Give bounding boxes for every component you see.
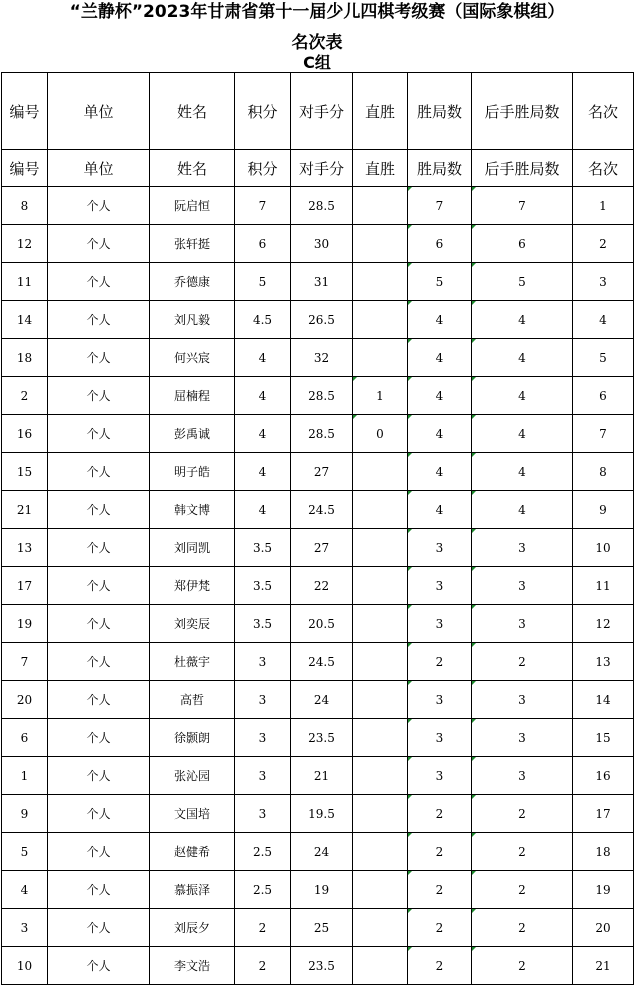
comment-marker-icon xyxy=(472,605,476,609)
table-row xyxy=(2,491,634,529)
cell-black-wins: 4 xyxy=(472,339,573,377)
cell-direct-win xyxy=(353,339,408,377)
header-black-wins: 后手胜局数 xyxy=(472,150,573,187)
cell-points: 4 xyxy=(235,453,291,491)
table-row xyxy=(2,415,634,453)
cell-direct-win xyxy=(353,947,408,985)
cell-unit: 个人 xyxy=(48,453,150,491)
cell-rank: 5 xyxy=(573,339,634,377)
cell-name: 刘辰夕 xyxy=(150,909,235,947)
cell-opponent-score: 26.5 xyxy=(291,301,353,339)
cell-direct-win xyxy=(353,187,408,225)
cell-points: 2 xyxy=(235,909,291,947)
cell-unit: 个人 xyxy=(48,187,150,225)
cell-wins: 4 xyxy=(408,339,472,377)
cell-points: 6 xyxy=(235,225,291,263)
cell-black-wins: 4 xyxy=(472,415,573,453)
cell-wins: 4 xyxy=(408,377,472,415)
cell-name: 韩文博 xyxy=(150,491,235,529)
cell-black-wins: 2 xyxy=(472,795,573,833)
cell-wins: 7 xyxy=(408,187,472,225)
cell-name: 高哲 xyxy=(150,681,235,719)
cell-points: 3 xyxy=(235,643,291,681)
comment-marker-icon xyxy=(408,871,412,875)
comment-marker-icon xyxy=(408,757,412,761)
cell-points: 2 xyxy=(235,947,291,985)
cell-rank: 3 xyxy=(573,263,634,301)
comment-marker-icon xyxy=(408,187,412,191)
cell-points: 2.5 xyxy=(235,871,291,909)
cell-wins: 4 xyxy=(408,491,472,529)
comment-marker-icon xyxy=(472,377,476,381)
comment-marker-icon xyxy=(472,567,476,571)
cell-opponent-score: 28.5 xyxy=(291,187,353,225)
cell-direct-win xyxy=(353,225,408,263)
cell-unit: 个人 xyxy=(48,225,150,263)
cell-id: 10 xyxy=(2,947,48,985)
cell-opponent-score: 27 xyxy=(291,529,353,567)
cell-opponent-score: 19.5 xyxy=(291,795,353,833)
cell-direct-win xyxy=(353,453,408,491)
cell-opponent-score: 25 xyxy=(291,909,353,947)
header-unit: 单位 xyxy=(48,150,150,187)
cell-unit: 个人 xyxy=(48,681,150,719)
cell-id: 4 xyxy=(2,871,48,909)
cell-direct-win xyxy=(353,757,408,795)
cell-wins: 3 xyxy=(408,719,472,757)
comment-marker-icon xyxy=(472,263,476,267)
cell-opponent-score: 24.5 xyxy=(291,491,353,529)
cell-wins: 2 xyxy=(408,795,472,833)
cell-black-wins: 2 xyxy=(472,947,573,985)
cell-rank: 19 xyxy=(573,871,634,909)
cell-name: 刘同凯 xyxy=(150,529,235,567)
cell-name: 明子皓 xyxy=(150,453,235,491)
cell-name: 刘凡毅 xyxy=(150,301,235,339)
cell-unit: 个人 xyxy=(48,605,150,643)
cell-opponent-score: 30 xyxy=(291,225,353,263)
cell-rank: 13 xyxy=(573,643,634,681)
comment-marker-icon xyxy=(472,339,476,343)
cell-points: 3 xyxy=(235,757,291,795)
cell-id: 2 xyxy=(2,377,48,415)
cell-opponent-score: 24 xyxy=(291,681,353,719)
comment-marker-icon xyxy=(353,415,357,419)
comment-marker-icon xyxy=(472,757,476,761)
cell-rank: 15 xyxy=(573,719,634,757)
cell-points: 4 xyxy=(235,377,291,415)
table-row xyxy=(2,263,634,301)
cell-id: 15 xyxy=(2,453,48,491)
cell-wins: 3 xyxy=(408,757,472,795)
cell-direct-win xyxy=(353,909,408,947)
comment-marker-icon xyxy=(353,377,357,381)
cell-opponent-score: 27 xyxy=(291,453,353,491)
comment-marker-icon xyxy=(472,187,476,191)
header-direct-win: 直胜 xyxy=(353,73,408,150)
cell-direct-win xyxy=(353,719,408,757)
cell-rank: 17 xyxy=(573,795,634,833)
comment-marker-icon xyxy=(472,301,476,305)
comment-marker-icon xyxy=(408,833,412,837)
cell-name: 屈楠程 xyxy=(150,377,235,415)
cell-name: 文国培 xyxy=(150,795,235,833)
table-row xyxy=(2,339,634,377)
header-wins: 胜局数 xyxy=(408,150,472,187)
comment-marker-icon xyxy=(472,871,476,875)
comment-marker-icon xyxy=(472,909,476,913)
header-row xyxy=(2,73,634,150)
cell-black-wins: 5 xyxy=(472,263,573,301)
header-id: 编号 xyxy=(2,73,48,150)
comment-marker-icon xyxy=(408,947,412,951)
comment-marker-icon xyxy=(408,681,412,685)
comment-marker-icon xyxy=(472,833,476,837)
comment-marker-icon xyxy=(408,529,412,533)
cell-direct-win: 1 xyxy=(353,377,408,415)
cell-wins: 2 xyxy=(408,871,472,909)
cell-name: 乔德康 xyxy=(150,263,235,301)
group-label: C组 xyxy=(303,53,331,72)
cell-wins: 3 xyxy=(408,681,472,719)
cell-black-wins: 4 xyxy=(472,301,573,339)
cell-black-wins: 7 xyxy=(472,187,573,225)
cell-rank: 6 xyxy=(573,377,634,415)
header-black-wins: 后手胜局数 xyxy=(472,73,573,150)
table-row xyxy=(2,795,634,833)
cell-wins: 2 xyxy=(408,643,472,681)
cell-name: 李文浩 xyxy=(150,947,235,985)
comment-marker-icon xyxy=(408,453,412,457)
cell-direct-win xyxy=(353,529,408,567)
cell-id: 20 xyxy=(2,681,48,719)
cell-name: 慕振泽 xyxy=(150,871,235,909)
comment-marker-icon xyxy=(408,301,412,305)
comment-marker-icon xyxy=(472,453,476,457)
table-row xyxy=(2,567,634,605)
cell-wins: 2 xyxy=(408,909,472,947)
cell-black-wins: 2 xyxy=(472,643,573,681)
cell-direct-win xyxy=(353,833,408,871)
cell-opponent-score: 31 xyxy=(291,263,353,301)
cell-id: 11 xyxy=(2,263,48,301)
cell-id: 1 xyxy=(2,757,48,795)
cell-id: 19 xyxy=(2,605,48,643)
cell-name: 彭禹诚 xyxy=(150,415,235,453)
cell-wins: 3 xyxy=(408,529,472,567)
table-row xyxy=(2,453,634,491)
cell-points: 4 xyxy=(235,491,291,529)
cell-unit: 个人 xyxy=(48,301,150,339)
cell-black-wins: 4 xyxy=(472,453,573,491)
cell-unit: 个人 xyxy=(48,415,150,453)
cell-rank: 10 xyxy=(573,529,634,567)
cell-id: 21 xyxy=(2,491,48,529)
header-rank: 名次 xyxy=(573,150,634,187)
comment-marker-icon xyxy=(472,795,476,799)
header-name: 姓名 xyxy=(150,73,235,150)
cell-rank: 4 xyxy=(573,301,634,339)
cell-black-wins: 3 xyxy=(472,757,573,795)
cell-id: 7 xyxy=(2,643,48,681)
header-rank: 名次 xyxy=(573,73,634,150)
cell-rank: 14 xyxy=(573,681,634,719)
cell-name: 刘奕辰 xyxy=(150,605,235,643)
cell-points: 2.5 xyxy=(235,833,291,871)
cell-black-wins: 6 xyxy=(472,225,573,263)
cell-opponent-score: 22 xyxy=(291,567,353,605)
cell-opponent-score: 19 xyxy=(291,871,353,909)
cell-points: 5 xyxy=(235,263,291,301)
cell-black-wins: 3 xyxy=(472,681,573,719)
header-wins: 胜局数 xyxy=(408,73,472,150)
ranking-table xyxy=(1,72,634,985)
cell-direct-win xyxy=(353,795,408,833)
cell-points: 3 xyxy=(235,795,291,833)
comment-marker-icon xyxy=(472,947,476,951)
cell-direct-win xyxy=(353,567,408,605)
cell-id: 8 xyxy=(2,187,48,225)
cell-direct-win xyxy=(353,301,408,339)
cell-points: 3 xyxy=(235,681,291,719)
cell-direct-win xyxy=(353,871,408,909)
comment-marker-icon xyxy=(472,643,476,647)
cell-rank: 8 xyxy=(573,453,634,491)
cell-black-wins: 3 xyxy=(472,605,573,643)
cell-unit: 个人 xyxy=(48,719,150,757)
cell-unit: 个人 xyxy=(48,947,150,985)
cell-points: 4.5 xyxy=(235,301,291,339)
comment-marker-icon xyxy=(408,263,412,267)
cell-black-wins: 2 xyxy=(472,871,573,909)
table-row xyxy=(2,643,634,681)
table-row xyxy=(2,909,634,947)
table-row xyxy=(2,757,634,795)
comment-marker-icon xyxy=(408,567,412,571)
cell-points: 4 xyxy=(235,339,291,377)
cell-rank: 21 xyxy=(573,947,634,985)
cell-opponent-score: 24 xyxy=(291,833,353,871)
comment-marker-icon xyxy=(408,605,412,609)
cell-opponent-score: 32 xyxy=(291,339,353,377)
cell-black-wins: 2 xyxy=(472,833,573,871)
header-opponent-score: 对手分 xyxy=(291,73,353,150)
cell-opponent-score: 23.5 xyxy=(291,719,353,757)
cell-unit: 个人 xyxy=(48,643,150,681)
cell-wins: 3 xyxy=(408,605,472,643)
table-row xyxy=(2,871,634,909)
cell-unit: 个人 xyxy=(48,491,150,529)
cell-rank: 16 xyxy=(573,757,634,795)
cell-id: 3 xyxy=(2,909,48,947)
cell-id: 5 xyxy=(2,833,48,871)
cell-unit: 个人 xyxy=(48,377,150,415)
cell-wins: 4 xyxy=(408,301,472,339)
cell-name: 徐颢朗 xyxy=(150,719,235,757)
table-row xyxy=(2,681,634,719)
page-title: “兰静杯”2023年甘肃省第十一届少儿四棋考级赛（国际象棋组） xyxy=(69,2,565,22)
cell-wins: 2 xyxy=(408,947,472,985)
cell-rank: 20 xyxy=(573,909,634,947)
cell-unit: 个人 xyxy=(48,567,150,605)
cell-name: 张沁园 xyxy=(150,757,235,795)
cell-direct-win: 0 xyxy=(353,415,408,453)
cell-unit: 个人 xyxy=(48,529,150,567)
cell-black-wins: 2 xyxy=(472,909,573,947)
header-id: 编号 xyxy=(2,150,48,187)
cell-black-wins: 3 xyxy=(472,719,573,757)
cell-unit: 个人 xyxy=(48,263,150,301)
cell-name: 杜薇宇 xyxy=(150,643,235,681)
header-row-repeat xyxy=(2,150,634,187)
cell-black-wins: 3 xyxy=(472,529,573,567)
comment-marker-icon xyxy=(472,681,476,685)
header-points: 积分 xyxy=(235,150,291,187)
cell-id: 12 xyxy=(2,225,48,263)
table-row xyxy=(2,947,634,985)
page-subtitle: 名次表 xyxy=(291,33,343,53)
table-body xyxy=(2,187,634,985)
cell-rank: 1 xyxy=(573,187,634,225)
table-row xyxy=(2,719,634,757)
table-row xyxy=(2,377,634,415)
cell-id: 16 xyxy=(2,415,48,453)
comment-marker-icon xyxy=(408,415,412,419)
table-row xyxy=(2,529,634,567)
cell-unit: 个人 xyxy=(48,833,150,871)
cell-rank: 7 xyxy=(573,415,634,453)
table-row xyxy=(2,225,634,263)
cell-rank: 9 xyxy=(573,491,634,529)
cell-opponent-score: 28.5 xyxy=(291,415,353,453)
cell-points: 3.5 xyxy=(235,605,291,643)
cell-opponent-score: 23.5 xyxy=(291,947,353,985)
cell-name: 张轩挺 xyxy=(150,225,235,263)
cell-id: 14 xyxy=(2,301,48,339)
header-direct-win: 直胜 xyxy=(353,150,408,187)
cell-id: 17 xyxy=(2,567,48,605)
cell-rank: 2 xyxy=(573,225,634,263)
cell-opponent-score: 20.5 xyxy=(291,605,353,643)
table-row xyxy=(2,833,634,871)
comment-marker-icon xyxy=(408,491,412,495)
cell-id: 9 xyxy=(2,795,48,833)
cell-id: 6 xyxy=(2,719,48,757)
comment-marker-icon xyxy=(472,415,476,419)
cell-name: 赵健希 xyxy=(150,833,235,871)
table-row xyxy=(2,187,634,225)
comment-marker-icon xyxy=(472,529,476,533)
cell-name: 郑伊梵 xyxy=(150,567,235,605)
cell-opponent-score: 21 xyxy=(291,757,353,795)
table-row xyxy=(2,605,634,643)
cell-points: 3.5 xyxy=(235,567,291,605)
cell-direct-win xyxy=(353,263,408,301)
cell-rank: 12 xyxy=(573,605,634,643)
cell-opponent-score: 28.5 xyxy=(291,377,353,415)
cell-wins: 2 xyxy=(408,833,472,871)
cell-wins: 4 xyxy=(408,415,472,453)
cell-points: 3.5 xyxy=(235,529,291,567)
comment-marker-icon xyxy=(408,339,412,343)
cell-name: 阮启恒 xyxy=(150,187,235,225)
cell-rank: 11 xyxy=(573,567,634,605)
cell-name: 何兴宸 xyxy=(150,339,235,377)
cell-unit: 个人 xyxy=(48,339,150,377)
comment-marker-icon xyxy=(408,225,412,229)
header-points: 积分 xyxy=(235,73,291,150)
cell-unit: 个人 xyxy=(48,909,150,947)
cell-direct-win xyxy=(353,491,408,529)
cell-wins: 4 xyxy=(408,453,472,491)
cell-wins: 6 xyxy=(408,225,472,263)
cell-rank: 18 xyxy=(573,833,634,871)
cell-black-wins: 4 xyxy=(472,491,573,529)
cell-unit: 个人 xyxy=(48,871,150,909)
header-name: 姓名 xyxy=(150,150,235,187)
comment-marker-icon xyxy=(408,795,412,799)
comment-marker-icon xyxy=(472,225,476,229)
cell-black-wins: 3 xyxy=(472,567,573,605)
cell-points: 3 xyxy=(235,719,291,757)
cell-direct-win xyxy=(353,643,408,681)
header-opponent-score: 对手分 xyxy=(291,150,353,187)
cell-direct-win xyxy=(353,681,408,719)
cell-wins: 5 xyxy=(408,263,472,301)
header-unit: 单位 xyxy=(48,73,150,150)
cell-black-wins: 4 xyxy=(472,377,573,415)
cell-id: 13 xyxy=(2,529,48,567)
comment-marker-icon xyxy=(472,491,476,495)
comment-marker-icon xyxy=(408,719,412,723)
cell-points: 4 xyxy=(235,415,291,453)
cell-direct-win xyxy=(353,605,408,643)
cell-wins: 3 xyxy=(408,567,472,605)
comment-marker-icon xyxy=(408,377,412,381)
cell-id: 18 xyxy=(2,339,48,377)
cell-unit: 个人 xyxy=(48,795,150,833)
comment-marker-icon xyxy=(408,909,412,913)
comment-marker-icon xyxy=(408,643,412,647)
cell-points: 7 xyxy=(235,187,291,225)
cell-opponent-score: 24.5 xyxy=(291,643,353,681)
cell-unit: 个人 xyxy=(48,757,150,795)
comment-marker-icon xyxy=(472,719,476,723)
table-row xyxy=(2,301,634,339)
